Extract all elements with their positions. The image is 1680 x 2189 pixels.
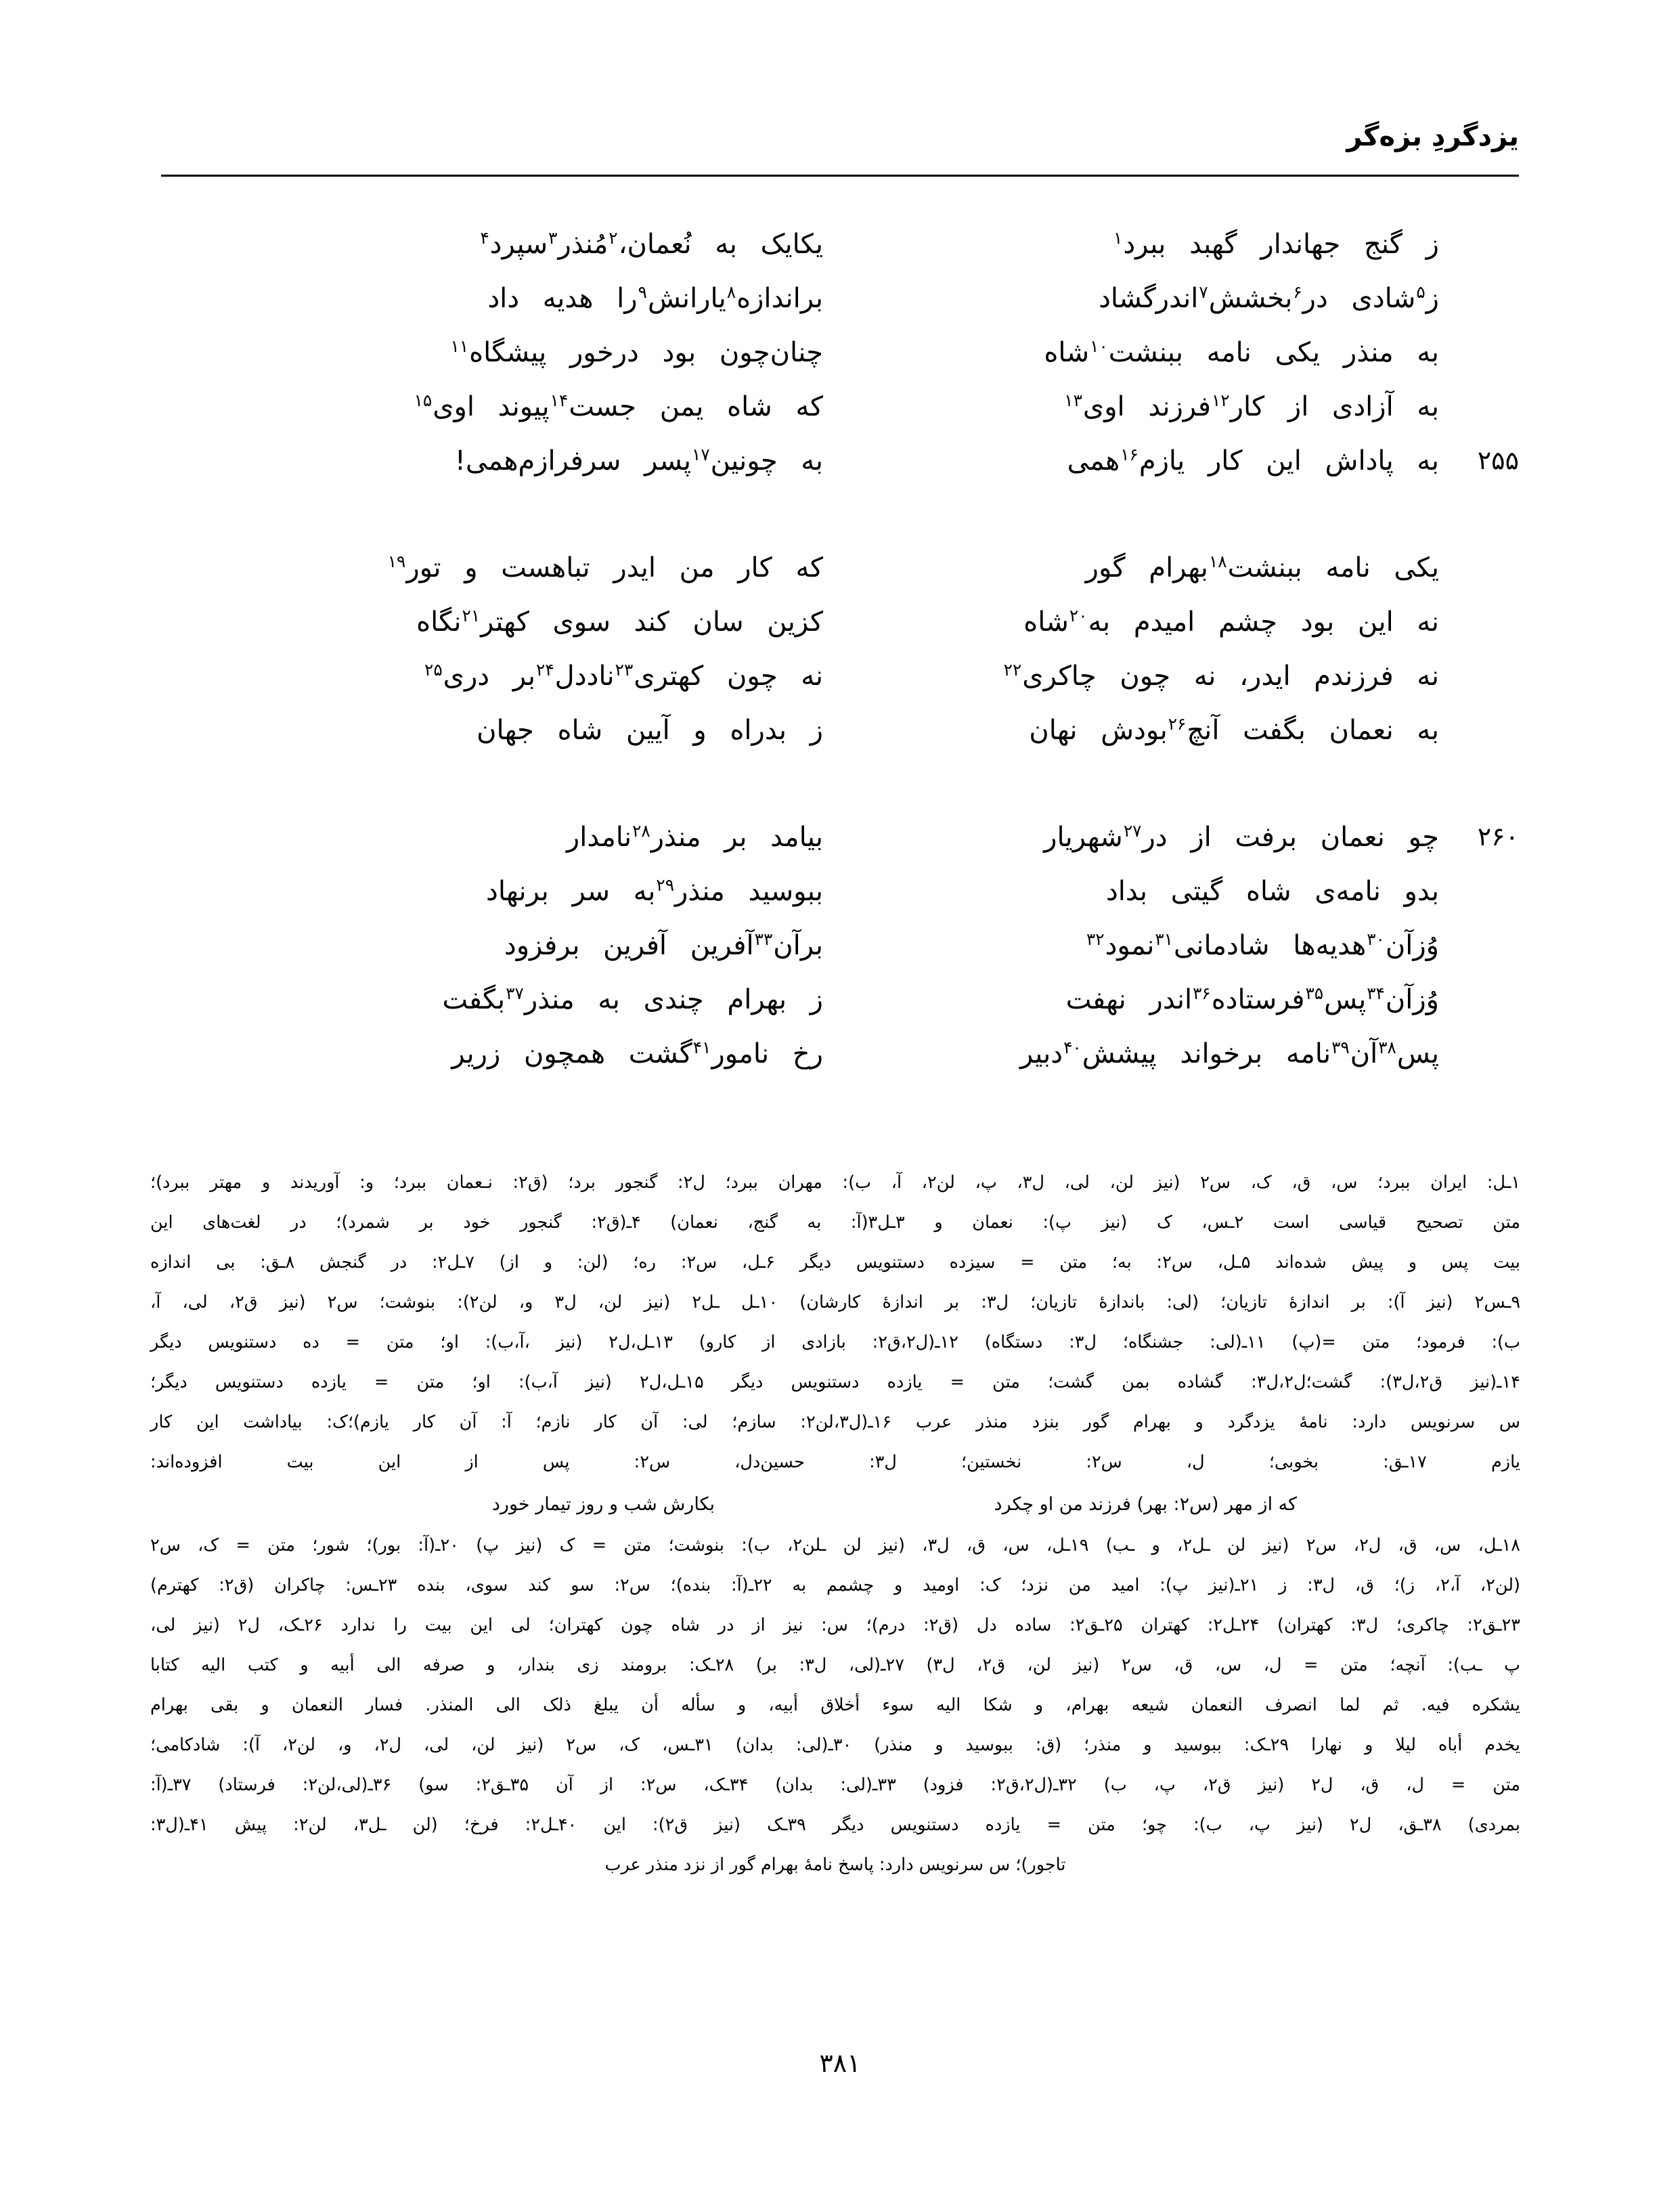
verse-text: چنان‌چون بود درخور پیشگاه [469,337,823,368]
verse-line [161,547,1519,601]
running-head: یزدگردِ بزه‌گر [1346,121,1519,152]
verse-number [1444,547,1519,552]
footnote-marker[interactable]: ۲۱ [462,605,481,625]
footnote-marker[interactable]: ۴۰ [1063,1037,1082,1057]
verse-number [1444,979,1519,984]
verse-text: بگفت [442,984,506,1015]
hemistich-right [843,223,1444,263]
verse-text: مُنذر [558,229,609,260]
footnote-marker[interactable]: ۸ [726,282,736,302]
hemistich-right [843,547,1444,586]
hemistich-left [227,709,843,749]
footnote-marker[interactable]: ۳۰ [1367,929,1385,949]
inset-hemistich-left: بکارش شب و روز تیمار خورد [491,1494,715,1515]
footnote-marker[interactable]: ۳ [548,227,558,248]
footnote-marker[interactable]: ۴ [480,227,489,248]
verse-number [1444,332,1519,337]
apparatus-line: بیت پس و پیش شده‌اند ۵ـل، س۲: به؛ متن = سیزده دستنویس دیگر ۶ـل، س۲: ره؛ (لن: و از) ۷ـل۲: در گنجش ۸ـق: بی اندازه [150,1252,1521,1273]
apparatus-line: ۹ـس۲ (نیز آ): بر اندازهٔ تازیان؛ (لی: باندازهٔ تازیان؛ ل۳: بر اندازهٔ کارشان) ۱۰ـل ـل۲ (نیز لن، ل۳ و، لن۲): بنوشت؛ س۲ (نیز ق۲، لی، آ، [150,1292,1521,1312]
hemistich-left [227,547,843,586]
verse-text: که کار من ایدر تباهست و تور [406,552,823,583]
footnote-marker[interactable]: ۱ [1113,227,1123,248]
verse-line [161,925,1519,979]
verse-text: وُزآن [1385,984,1439,1015]
verse-number [1444,925,1519,930]
verse-text: یارانش [647,283,726,314]
hemistich-left [227,601,843,640]
hemistich-right [843,601,1444,640]
footnote-marker[interactable]: ۳۳ [754,929,773,949]
verse-text: که شاه یمن جست [569,391,823,422]
verse-text: آفرین آفرین برفزود [504,930,754,961]
hemistich-left [227,979,843,1018]
verse-line [161,223,1519,278]
verse-text: فرستاده [1211,984,1305,1015]
page-header [161,120,1519,179]
footnote-marker[interactable]: ۳۶ [1193,983,1211,1003]
verse-text: نامدار [566,822,632,853]
verse-text: به نعمان بگفت آنچ [1187,715,1439,746]
footnote-marker[interactable]: ۲۵ [424,659,443,680]
stanza [161,816,1519,1087]
stanza [161,223,1519,494]
verse-line [161,1033,1519,1087]
footnote-marker[interactable]: ۲۹ [656,875,675,895]
hemistich-right [843,332,1444,371]
hemistich-left [227,655,843,694]
verse-text: به آزادی از کار [1230,391,1439,422]
verse-text: آن [1350,1038,1378,1069]
verse-text: اندر نهفت [1065,984,1193,1015]
footnote-marker[interactable]: ۲۸ [632,820,650,841]
hemistich-right [843,655,1444,694]
verse-text: نامه برخواند پیشش [1082,1038,1331,1069]
verse-number [1444,223,1519,229]
hemistich-left [227,1033,843,1072]
footnote-marker[interactable]: ۳۷ [506,983,524,1003]
verse-line [161,440,1519,494]
hemistich-left [227,223,843,263]
footnote-marker[interactable]: ۱۶ [1120,444,1139,464]
verse-text: ببوسید منذر [675,876,823,907]
verse-text: بودش نهان [1029,715,1168,746]
verse-text: نه فرزندم ایدر، نه چون چاکری [1022,661,1439,692]
apparatus-line: ب): فرمود؛ متن =(پ) ۱۱ـ(لی: جشنگاه؛ ل۳: دستگاه) ۱۲ـ(ل۲،ق۲: بازادی از کارو) ۱۳ـل،ل۲ (نیز ،آ،ب): او؛ متن = ده دستنویس دیگر [150,1332,1521,1352]
apparatus-line: ۱۴ـ(نیز ق۲،ل۳): گشت؛ل۲،ل۳: گشاده بمن گشت؛ متن = یازده دستنویس دیگر ۱۵ـل،ل۲ (نیز آ،ب): او؛ متن = یازده دستنویس دیگر؛ [150,1372,1520,1392]
verse-text: بیامد بر منذر [650,822,823,853]
verse-text: اندرگشاد [1099,283,1199,314]
verse-block [161,223,1519,1087]
verse-number [1444,709,1519,715]
verse-text: ز بهرام چندی به منذر [524,984,823,1015]
verse-text: نمود [1105,930,1155,961]
verse-text: وُزآن [1385,930,1439,961]
footnote-marker[interactable]: ۲۶ [1168,713,1187,734]
apparatus-inset-couplet [150,1492,1520,1518]
verse-text: را هدیه داد [487,283,638,314]
footnote-marker[interactable]: ۲۰ [1069,605,1088,625]
hemistich-right [843,278,1444,317]
footnote-marker[interactable]: ۹ [638,282,647,302]
footnote-marker[interactable]: ۱۲ [1211,390,1230,410]
verse-text: رخ نامور [711,1038,823,1069]
verse-line [161,386,1519,440]
footnote-marker[interactable]: ۱۱ [450,336,469,356]
footnote-marker[interactable]: ۴۱ [692,1037,711,1057]
hemistich-right [843,925,1444,964]
verse-text: هدیه‌ها شادمانی [1173,930,1367,961]
inset-hemistich-right: که از مهر (س۲: بهر) فرزند من او چکرد [994,1494,1297,1515]
header-divider [161,175,1519,177]
footnote-marker[interactable]: ۳۹ [1331,1037,1350,1057]
verse-line [161,870,1519,925]
footnote-marker[interactable]: ۱۷ [692,444,710,464]
critical-apparatus [150,1163,1520,1885]
verse-text: برآن [773,930,823,961]
stanza [161,547,1519,764]
apparatus-line: (لن۲، آ،۲، ز)؛ ق، ل۳: ز ۲۱ـ(نیز پ): امید من نزد؛ ک: اومید و چشمم به ۲۲ـ(آ: بنده)؛ س۲: سو کند سوی، بنده ۲۳ـس: چاکران (ق۲: کهترم) [150,1574,1521,1595]
verse-text: به چونین [710,445,823,477]
apparatus-line: یازم ۱۷ـق: بخوبی؛ ل، س۲: نخستین؛ ل۳: حسین‌دل، س۲: پس از این بیت افزوده‌اند: [150,1452,1520,1472]
verse-text: براندازه [736,283,823,314]
hemistich-right [843,870,1444,910]
verse-text: چو نعمان برفت از در [1142,822,1439,853]
footnote-marker[interactable]: ۲۳ [615,659,634,680]
footnote-marker[interactable]: ۱۸ [1208,551,1227,571]
apparatus-line: بمردی) ۳۸ـق، ل۲ (نیز پ، ب): چو؛ متن = یازده دستنویس دیگر ۳۹ـک (نیز ق۲): این ۴۰ـل۲: فرخ؛ (لن ـل۳، لن۲: پیش ۴۱ـ(ل۳: [150,1814,1520,1835]
verse-text: کزین سان کند سوی کهتر [481,606,823,638]
verse-line [161,601,1519,655]
footnote-marker[interactable]: ۱۳ [1064,390,1082,410]
verse-line [161,655,1519,709]
footnote-marker[interactable]: ۳۱ [1155,929,1173,949]
footnote-marker[interactable]: ۲ [609,227,618,248]
verse-line [161,816,1519,870]
footnote-marker[interactable]: ۲۲ [1003,659,1022,680]
verse-text: بر دری [443,661,535,692]
verse-text: ناددل [554,661,615,692]
verse-text: پس [1324,984,1367,1015]
footnote-marker[interactable]: ۳۴ [1367,983,1385,1003]
apparatus-line: متن = ل، ق، ل۲ (نیز ق۲، پ، ب) ۳۲ـ(ل۲،ق۲: فزود) ۳۳ـ(لی: بدان) ۳۴ـک، س۲: از آن ۳۵ـق۲: سو) ۳۶ـ(لی،لن۲: فرستاد) ۳۷ـ(آ: [150,1774,1520,1795]
hemistich-right [843,386,1444,425]
verse-text: پیوند اوی [433,391,550,422]
hemistich-left [227,870,843,910]
verse-line [161,979,1519,1033]
hemistich-left [227,440,843,479]
verse-line [161,709,1519,764]
verse-text: شاه [1023,606,1069,638]
verse-text: سپرد [489,229,548,260]
footnote-marker[interactable]: ۱۵ [414,390,433,410]
footnote-marker[interactable]: ۱۰ [1090,336,1108,356]
verse-text: گشت همچون زریر [451,1038,692,1069]
footnote-marker[interactable]: ۳۸ [1378,1037,1396,1057]
verse-text: به سر برنهاد [486,876,656,907]
footnote-marker[interactable]: ۲۴ [536,659,554,680]
verse-text: بهرام گور [1085,552,1208,583]
footnote-marker[interactable]: ۱۴ [550,390,569,410]
verse-number [1444,655,1519,661]
footnote-marker[interactable]: ۶ [1293,282,1302,302]
apparatus-line: یشکره فیه. ثم لما انصرف النعمان شیعه بهرام، و شکا الیه سوء أخلاق أبیه، و سأله أن یبلغ ذلک الی المنذر. فسار النعمان و بقی بهرام [150,1694,1520,1715]
verse-text: ز [1425,283,1439,314]
apparatus-line: ۱۸ـل، س، ق، ل۲، س۲ (نیز لن ـل۲، و ـب) ۱۹ـل، س، ق، ل۳، (نیز لن ـلن۲، ب): بنوشت؛ متن = ک (نیز پ) ۲۰ـ(آ: بور)؛ شور؛ متن = ک، س۲ [150,1534,1521,1555]
hemistich-right [843,1033,1444,1072]
verse-text: یکایک به نُعمان، [618,229,823,260]
verse-text: بخشش [1208,283,1293,314]
apparatus-line: متن تصحیح قیاسی است ۲ـس، ک (نیز پ): نعمان و ۳ـل۳(آ: به گنج، نعمان) ۴ـ(ق۲: گنجور خود بر شمرد)؛ در لغت‌های این [150,1212,1520,1233]
verse-text: به پاداش این کار یازم [1139,445,1439,477]
verse-line [161,278,1519,332]
hemistich-left [227,386,843,425]
verse-number: ۲۵۵ [1477,445,1519,475]
hemistich-right [843,709,1444,749]
verse-text: همی [1067,445,1120,477]
apparatus-line: تاجور)؛ س سرنویس دارد: پاسخ نامهٔ بهرام گور از نزد منذر عرب [604,1854,1066,1875]
hemistich-left [227,816,843,856]
verse-text: شاه [1044,337,1090,368]
verse-text: بدو نامه‌ی شاه گیتی بداد [1105,876,1439,907]
apparatus-line: ۲۳ـق۲: چاکری؛ ل۳: کهتران) ۲۴ـل۲: کهتران ۲۵ـق۲: ساده دل (ق۲: درم)؛ س: نیز از در شاه چون کهتران؛ لی این بیت را ندارد ۲۶ـک، ل۲ (نیز لی، [150,1614,1520,1635]
verse-text: ز گنج جهاندار گهبد ببرد [1123,229,1439,260]
verse-text: فرزند اوی [1082,391,1211,422]
verse-number: ۲۶۰ [1477,822,1519,852]
footnote-marker[interactable]: ۳۲ [1086,929,1105,949]
footnote-marker[interactable]: ۷ [1199,282,1208,302]
hemistich-left [227,925,843,964]
apparatus-line: ۱ـل: ایران ببرد؛ س، ق، ک، س۲ (نیز لن، لی، ل۳، پ، لن۲، آ، ب): مهران ببرد؛ ل۲: گنجور برد؛ (ق۲: نـعمان ببرد؛ و: آوریدند و مهتر ببرد)؛ [150,1172,1521,1193]
hemistich-left [227,278,843,317]
verse-number [1444,601,1519,606]
verse-text: ز بدراه و آیین شاه جهان [477,715,823,746]
apparatus-line: یخدم أباه لیلا و نهارا ۲۹ـک: ببوسید و منذر؛ (ق: ببوسید و منذر) ۳۰ـ(لی: بدان) ۳۱ـس، ک، س۲ (نیز لن، لی، ل۲، و، لن۲، آ): شادکامی؛ [150,1734,1520,1755]
hemistich-right [843,440,1444,479]
verse-text: نه این بود چشم امیدم به [1088,606,1439,638]
verse-text: به منذر یکی نامه ببنشت [1108,337,1439,368]
footnote-marker[interactable]: ۵ [1416,282,1425,302]
footnote-marker[interactable]: ۲۷ [1123,820,1142,841]
verse-text: شادی در [1302,283,1416,314]
footnote-marker[interactable]: ۳۵ [1305,983,1324,1003]
hemistich-right [843,979,1444,1018]
verse-text: پسر سرفرازم‌همی! [454,445,692,477]
verse-number [1444,1033,1519,1038]
verse-text: نگاه [416,606,462,638]
verse-text: شهریار [1044,822,1123,853]
apparatus-line: پ ـب): آنچه؛ متن = ل، س، ق، س۲ (نیز لن، ق۲، ل۳) ۲۷ـ(لی، ل۳: بر) ۲۸ـک: برومند زی بندار، و صرفه الی أبیه و کتب الیه کتابا [150,1654,1520,1675]
hemistich-right [843,816,1444,856]
hemistich-left [227,332,843,371]
verse-text: یکی نامه ببنشت [1227,552,1439,583]
verse-line [161,332,1519,386]
verse-number [1444,870,1519,876]
folio-number: ۳۸۱ [819,2048,861,2078]
verse-number [1444,278,1519,283]
verse-text: پس [1396,1038,1439,1069]
verse-number [1444,386,1519,391]
footnote-marker[interactable]: ۱۹ [387,551,406,571]
apparatus-line: س سرنویس دارد: نامهٔ یزدگرد و بهرام گور بنزد منذر عرب ۱۶ـ(ل۳،لن۲: سازم؛ لی: آن کار نازم؛ آ: آن کار یازم)؛ک: بیاداشت این کار [150,1412,1520,1432]
verse-text: نه چون کهتری [634,661,823,692]
verse-text: دبیر [1020,1038,1063,1069]
